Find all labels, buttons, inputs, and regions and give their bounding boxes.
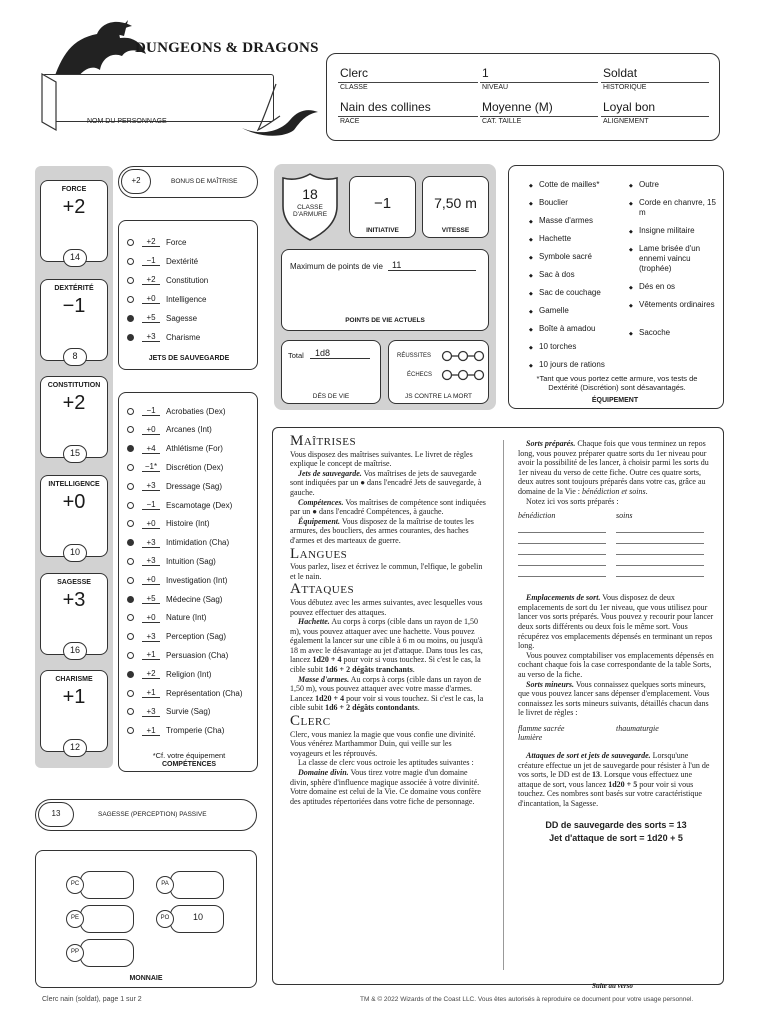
proficiency-dot-icon[interactable]	[127, 633, 134, 640]
ability-score[interactable]: 16	[63, 642, 87, 660]
prepared-spell-line[interactable]	[616, 555, 704, 566]
row-label: Nature (Int)	[166, 613, 207, 623]
armor-class-value[interactable]: 18	[302, 186, 318, 202]
paragraph-domaine: Domaine divin. Vous tirez votre magie d'un domaine divin, sphère d'influence magique associée à votre divinité. Votre domaine est celui de la Vie. Ce domaine vous confère des aptitudes répertoriées dans votre fiche de personnage.	[290, 768, 481, 806]
proficiency-dot-icon[interactable]	[127, 690, 134, 697]
proficiency-dot-icon[interactable]	[127, 408, 134, 415]
initiative-value[interactable]: −1	[373, 195, 392, 212]
proficiency-dot-icon[interactable]	[127, 296, 134, 303]
cantrip-1: flamme sacrée	[518, 723, 565, 733]
continue-on-back: Suite au verso	[592, 982, 633, 990]
coin-pa-field[interactable]	[170, 871, 224, 899]
sorts-prep-note: Notez ici vos sorts préparés :	[526, 496, 619, 506]
row-label: Intelligence	[166, 294, 207, 304]
equipment-box	[508, 165, 724, 409]
skill-row	[127, 594, 222, 604]
alignment-label: ALIGNEMENT	[603, 118, 649, 125]
row-modifier[interactable]: +4	[142, 444, 160, 454]
background-value[interactable]: Soldat	[603, 66, 638, 80]
character-info-box	[326, 53, 720, 141]
saving-throw-row	[127, 275, 208, 285]
prepared-spell-line[interactable]	[518, 555, 606, 566]
row-modifier[interactable]: +0	[142, 425, 160, 435]
ability-modifier[interactable]: +3	[62, 589, 86, 611]
proficiency-dot-icon[interactable]	[127, 577, 134, 584]
saving-throw-row	[127, 313, 197, 323]
row-modifier[interactable]: +0	[142, 575, 160, 585]
skill-row	[127, 669, 211, 679]
initiative-label: INITIATIVE	[366, 227, 399, 234]
hit-dice-label: DÉS DE VIE	[312, 393, 350, 400]
row-label: Intuition (Sag)	[166, 556, 216, 566]
emplacements-p2: Vous pouvez comptabiliser vos emplacements dépensés en cochant chaque fois la case correspondante de la table Sorts, au verso de la fiche.	[518, 650, 714, 679]
prepared-spell-2[interactable]: soins	[616, 511, 633, 521]
row-modifier[interactable]: +2	[142, 237, 160, 247]
coin-po-field[interactable]: 10	[170, 905, 224, 933]
skill-row	[127, 519, 210, 529]
ability-modifier[interactable]: +2	[62, 392, 86, 414]
paragraph-sorts-prepares: Sorts préparés. Chaque fois que vous terminez un repos long, vous pouvez préparer quatre sorts du 1er niveau pour avoir la possibilité de les lancer, à choisir parmi les sorts du 1er niveau du verso de cette fiche. Outre ces quatre sorts, deux autres sont toujours préparés dans votre cas, grâce au domaine de la Vie : bénédiction et soins.	[518, 439, 709, 496]
column-divider	[503, 440, 504, 970]
row-label: Intimidation (Cha)	[166, 538, 230, 548]
skill-row	[127, 726, 224, 736]
row-modifier[interactable]: +5	[142, 594, 160, 604]
proficiency-bonus-label: BONUS DE MAÎTRISE	[171, 178, 238, 185]
initiative-box	[349, 176, 416, 238]
passive-perception-box	[35, 799, 257, 831]
coin-pp-field[interactable]	[80, 939, 134, 967]
character-name-label: NOM DU PERSONNAGE	[87, 118, 167, 125]
cantrip-list	[518, 724, 714, 743]
proficiency-dot-icon[interactable]	[127, 652, 134, 659]
ability-dexterity	[40, 279, 108, 361]
money-title: MONNAIE	[129, 975, 163, 982]
row-label: Dextérité	[166, 256, 199, 266]
coin-pc-field[interactable]	[80, 871, 134, 899]
ability-intelligence	[40, 475, 108, 557]
spell-summary	[518, 819, 714, 845]
ability-modifier[interactable]: +0	[62, 491, 86, 513]
prepared-spell-line[interactable]	[616, 533, 704, 544]
proficiency-dot-icon[interactable]	[127, 614, 134, 621]
row-label: Escamotage (Dex)	[166, 500, 233, 510]
prepared-spell-1[interactable]: bénédiction	[518, 511, 556, 521]
skill-row	[127, 707, 210, 717]
paragraph-emplacements: Emplacements de sort. Vous disposez de deux emplacements de sort du 1er niveau, que vous utilisez pour lancer vos sorts préparés. Vous pouvez y recourir pour lancer deux sorts différents ou deux fois le même sort. Vous récupérez vos emplacements dépensés en terminant un repos long.	[518, 593, 714, 651]
row-modifier[interactable]: +0	[142, 613, 160, 623]
row-modifier[interactable]: +3	[142, 632, 160, 642]
equipment-item: ◆ 10 jours de rations	[539, 360, 629, 370]
ability-name: FORCE	[61, 186, 87, 193]
equipment-note: *Tant que vous portez cette armure, vos tests de Dextérité (Discrétion) sont désavantagés.	[536, 374, 698, 392]
clerc-p2: La classe de clerc vous octroie les aptitudes suivantes :	[298, 758, 474, 768]
paragraph-sorts-mineurs: Sorts mineurs. Vous connaissez quelques sorts mineurs, que vous pouvez lancer sans dépenser d'emplacement. Vous connaissez les sorts mineurs suivants, détaillés chacun dans le livret de règles :	[518, 679, 710, 718]
row-modifier[interactable]: +1	[142, 650, 160, 660]
row-modifier[interactable]: +0	[142, 519, 160, 529]
proficiency-dot-icon[interactable]	[127, 277, 134, 284]
section-title-attaques: Attaques	[290, 581, 355, 598]
row-label: Discrétion (Dex)	[166, 462, 224, 472]
equipment-item: ◆ Hachette	[539, 234, 629, 244]
proficiency-dot-icon[interactable]	[127, 315, 134, 322]
proficiency-bonus-box	[118, 166, 258, 198]
equipment-item: ◆ Bouclier	[539, 198, 629, 208]
equipment-item: ◆ Vêtements ordinaires	[639, 300, 717, 310]
prepared-spell-line[interactable]	[518, 533, 606, 544]
saving-throw-row	[127, 256, 198, 266]
hit-dice-total-value[interactable]: 1d8	[310, 348, 370, 359]
ability-modifier[interactable]: +2	[62, 196, 86, 218]
equipment-item: ◆ Dés en os	[639, 282, 717, 292]
equipment-item: ◆ Symbole sacré	[539, 252, 629, 262]
proficiency-dot-icon[interactable]	[127, 445, 134, 452]
equipment-item: ◆ Boîte à amadou	[539, 324, 629, 334]
proficiency-dot-icon[interactable]	[127, 258, 134, 265]
row-label: Athlétisme (For)	[166, 444, 223, 454]
row-label: Constitution	[166, 275, 209, 285]
proficiency-bonus-value[interactable]: +2	[121, 169, 151, 194]
race-label: RACE	[340, 118, 360, 125]
coin-pe-field[interactable]	[80, 905, 134, 933]
right-text-column	[518, 439, 714, 845]
skills-title: COMPÉTENCES	[161, 761, 217, 768]
prepared-spell-line[interactable]	[518, 544, 606, 555]
proficiency-dot-icon[interactable]	[127, 464, 134, 471]
skill-row	[127, 406, 226, 416]
background-label: HISTORIQUE	[603, 84, 647, 91]
attaques-intro: Vous débutez avec les armes suivantes, avec lesquelles vous pouvez effectuer des attaques.	[290, 597, 483, 617]
tail-decoration-icon	[240, 98, 320, 138]
paragraph-jets: Jets de sauvegarde. Vos maîtrises de jets de sauvegarde sont indiquées par un ● dans l'encadré Jets de sauvegarde, à gauche.	[290, 468, 482, 497]
proficiency-dot-icon[interactable]	[127, 483, 134, 490]
prepared-spell-line[interactable]	[616, 544, 704, 555]
cantrip-3: lumière	[518, 733, 543, 743]
row-modifier[interactable]: +5	[142, 313, 160, 323]
footer-page-info: Clerc nain (soldat), page 1 sur 2	[42, 996, 142, 1003]
left-text-column	[290, 433, 486, 806]
row-modifier[interactable]: −1*	[142, 462, 160, 472]
cantrip-2: thaumaturgie	[616, 723, 659, 733]
row-label: Investigation (Int)	[166, 575, 228, 585]
row-modifier[interactable]: −1	[142, 500, 160, 510]
row-modifier[interactable]: −1	[142, 406, 160, 416]
death-saves-box	[388, 340, 489, 404]
row-modifier[interactable]: +2	[142, 669, 160, 679]
row-modifier[interactable]: +1	[142, 688, 160, 698]
skill-row	[127, 481, 222, 491]
proficiency-dot-icon[interactable]	[127, 596, 134, 603]
speed-value[interactable]: 7,50 m	[434, 195, 477, 211]
ability-strength	[40, 180, 108, 262]
row-label: Force	[166, 237, 187, 247]
paragraph-masse: Masse d'armes. Au corps à corps (cible dans un rayon de 1,50 m), vous pouvez attaquer avec votre masse d'armes. Lancez 1d20 + 4 pour voir si vous touchez. Si c'est le cas, la cible subit 1d6 + 2 dégâts contondants.	[290, 674, 484, 713]
hp-current-label: POINTS DE VIE ACTUELS	[345, 317, 425, 324]
hit-dice-box	[281, 340, 381, 404]
coin-pc-label: PC	[66, 876, 84, 894]
saving-throw-row	[127, 237, 186, 247]
armor-class-label: CLASSE D'ARMURE	[292, 204, 328, 218]
equipment-item: ◆ Outre	[639, 180, 717, 190]
section-title-clerc: Clerc	[290, 713, 331, 730]
skill-row	[127, 688, 242, 698]
speed-label: VITESSE	[441, 227, 470, 234]
skill-row	[127, 613, 206, 623]
row-label: Dressage (Sag)	[166, 481, 223, 491]
ability-charisma	[40, 670, 108, 752]
ability-name: SAGESSE	[57, 579, 91, 586]
skill-row	[127, 538, 229, 548]
equipment-item: ◆ Gamelle	[539, 306, 629, 316]
row-label: Tromperie (Cha)	[166, 726, 225, 736]
hit-dice-total-label: Total	[288, 351, 304, 360]
skill-row	[127, 556, 216, 566]
skill-row	[127, 425, 212, 435]
proficiency-dot-icon[interactable]	[127, 671, 134, 678]
death-success-checkboxes[interactable]	[441, 349, 485, 363]
footer-copyright: TM & © 2022 Wizards of the Coast LLC. Vous êtes autorisés à reproduire ce document pour votre usage personnel.	[360, 996, 694, 1003]
race-value[interactable]: Nain des collines	[340, 100, 431, 114]
ability-score[interactable]: 14	[63, 249, 87, 267]
ability-name: CONSTITUTION	[47, 382, 101, 389]
proficiency-dot-icon[interactable]	[127, 558, 134, 565]
row-modifier[interactable]: +3	[142, 556, 160, 566]
row-label: Persuasion (Cha)	[166, 650, 229, 660]
equipment-item: ◆ 10 torches	[539, 342, 629, 352]
equipment-item: ◆ Lame brisée d'un ennemi vaincu (trophée)	[639, 244, 717, 274]
equipment-item: ◆ Sacoche	[639, 328, 717, 338]
skill-row	[127, 462, 223, 472]
passive-perception-label: SAGESSE (PERCEPTION) PASSIVE	[98, 811, 207, 818]
equipment-title: ÉQUIPEMENT	[591, 397, 639, 404]
equipment-item: ◆ Sac de couchage	[539, 288, 629, 298]
death-fail-label: ÉCHECS	[407, 372, 433, 378]
spell-attack-bonus: Jet d'attaque de sort = 1d20 + 5	[549, 832, 683, 843]
equipment-item: ◆ Insigne militaire	[639, 226, 717, 236]
level-label: NIVEAU	[482, 84, 509, 91]
proficiency-dot-icon[interactable]	[127, 426, 134, 433]
proficiency-dot-icon[interactable]	[127, 334, 134, 341]
equipment-item: ◆ Corde en chanvre, 15 m	[639, 198, 717, 218]
skill-row	[127, 444, 223, 454]
proficiency-dot-icon[interactable]	[127, 502, 134, 509]
row-label: Médecine (Sag)	[166, 594, 223, 604]
ability-score[interactable]: 12	[63, 739, 87, 757]
row-modifier[interactable]: +2	[142, 275, 160, 285]
row-label: Survie (Sag)	[166, 707, 211, 717]
alignment-value[interactable]: Loyal bon	[603, 100, 656, 114]
maitrises-intro: Vous disposez des maîtrises suivantes. Le livret de règles explique le concept de maîtrise.	[290, 449, 473, 469]
skills-box	[118, 392, 258, 772]
ability-score[interactable]: 8	[63, 348, 87, 366]
death-fail-checkboxes[interactable]	[441, 368, 485, 382]
ability-wisdom	[40, 573, 108, 655]
row-modifier[interactable]: +3	[142, 538, 160, 548]
spell-save-dc: DD de sauvegarde des sorts = 13	[545, 819, 687, 830]
hp-max-value[interactable]: 11	[388, 260, 476, 271]
ability-name: CHARISME	[55, 676, 93, 683]
size-value[interactable]: Moyenne (M)	[482, 100, 553, 114]
prepared-spells-grid	[518, 511, 714, 577]
ability-score[interactable]: 10	[63, 544, 87, 562]
skill-row	[127, 650, 228, 660]
ability-name: DEXTÉRITÉ	[54, 285, 94, 292]
row-label: Charisme	[166, 332, 201, 342]
size-label: CAT. TAILLE	[482, 118, 522, 125]
prepared-spell-line[interactable]	[616, 522, 704, 533]
paragraph-competences: Compétences. Vos maîtrises de compétence sont indiquées par un ● dans l'encadré Compétences, à gauche.	[290, 497, 486, 517]
level-value[interactable]: 1	[482, 66, 489, 80]
coin-pp-label: PP	[66, 944, 84, 962]
skill-row	[127, 632, 226, 642]
skill-row	[127, 500, 232, 510]
skill-row	[127, 575, 227, 585]
speed-box	[422, 176, 489, 238]
row-modifier[interactable]: +3	[142, 481, 160, 491]
saving-throw-row	[127, 294, 206, 304]
clerc-p1: Clerc, vous maniez la magie que vous confie une divinité. Vous vénérez Marthammor Duin, qui veille sur les voyageurs et les réprouvés.	[290, 729, 476, 758]
passive-perception-value[interactable]: 13	[38, 802, 74, 827]
saving-throw-row	[127, 332, 200, 342]
row-label: Histoire (Int)	[166, 519, 210, 529]
saving-throws-box	[118, 220, 258, 370]
proficiency-dot-icon[interactable]	[127, 520, 134, 527]
coin-pa-label: PA	[156, 876, 174, 894]
row-label: Sagesse	[166, 313, 198, 323]
section-title-langues: Langues	[290, 545, 348, 562]
hit-points-box	[281, 249, 489, 331]
row-label: Religion (Int)	[166, 669, 212, 679]
money-box	[35, 850, 257, 988]
saving-throws-title: JETS DE SAUVEGARDE	[148, 355, 230, 362]
ability-modifier[interactable]: −1	[62, 295, 86, 317]
paragraph-equipement: Équipement. Vous disposez de la maîtrise de toutes les armures, des boucliers, des armes courantes, des haches d'armes et des marteaux de guerre.	[290, 516, 474, 545]
ability-name: INTELLIGENCE	[48, 481, 100, 488]
row-label: Arcanes (Int)	[166, 425, 212, 435]
prepared-spell-line[interactable]	[518, 566, 606, 577]
row-modifier[interactable]: +3	[142, 707, 160, 717]
prepared-spell-line[interactable]	[616, 566, 704, 577]
ability-constitution	[40, 376, 108, 458]
equipment-item: ◆ Masse d'armes	[539, 216, 629, 226]
row-modifier[interactable]: +0	[142, 294, 160, 304]
coin-pe-label: PE	[66, 910, 84, 928]
equipment-item: ◆ Sac à dos	[539, 270, 629, 280]
proficiency-dot-icon[interactable]	[127, 539, 134, 546]
row-label: Acrobaties (Dex)	[166, 406, 226, 416]
section-title-maitrises: Maîtrises	[290, 433, 357, 449]
row-label: Perception (Sag)	[166, 632, 227, 642]
death-success-label: RÉUSSITES	[397, 353, 432, 359]
prepared-spell-line[interactable]	[518, 522, 606, 533]
row-modifier[interactable]: +3	[142, 332, 160, 342]
hp-max-label: Maximum de points de vie	[290, 262, 383, 271]
proficiency-dot-icon[interactable]	[127, 727, 134, 734]
proficiency-dot-icon[interactable]	[127, 708, 134, 715]
game-logo: DUNGEONS & DRAGONS	[135, 40, 319, 56]
proficiency-dot-icon[interactable]	[127, 239, 134, 246]
row-modifier[interactable]: +1	[142, 726, 160, 736]
paragraph-attaques-sort: Attaques de sort et jets de sauvegarde. Lorsqu'une créature effectue un jet de sauvegarde pour résister à l'un de vos sorts, le DD est de 13. Lorsque vous effectuez une attaque de sort, vous lancez 1d20 + 5 pour voir si vous touchez. Ces nombres sont basés sur votre caractéristique d'incantation, la Sagesse.	[518, 751, 710, 809]
skills-note: *Cf. votre équipement	[152, 751, 226, 760]
death-saves-label: JS CONTRE LA MORT	[404, 393, 473, 400]
equipment-item: ◆ Cotte de mailles*	[539, 180, 629, 190]
class-value[interactable]: Clerc	[340, 66, 369, 80]
ability-modifier[interactable]: +1	[62, 686, 86, 708]
class-label: CLASSE	[340, 84, 368, 91]
langues-body: Vous parlez, lisez et écrivez le commun, l'elfique, le gobelin et le nain.	[290, 562, 483, 581]
paragraph-hachette: Hachette. Au corps à corps (cible dans un rayon de 1,50 m), vous pouvez attaquer avec une hachette. Vous pouvez également la lancer sur une cible à 6 m ou moins, ou jusqu'à 18 m avec le désavantage au jet d'attaque. Dans tous les cas, lancez 1d20 + 4 pour voir si vous touchez. Si c'est le cas, la cible subit 1d6 + 2 dégâts tranchants.	[290, 617, 483, 675]
coin-po-label: PO	[156, 910, 174, 928]
ability-score[interactable]: 15	[63, 445, 87, 463]
row-modifier[interactable]: −1	[142, 256, 160, 266]
row-label: Représentation (Cha)	[166, 688, 243, 698]
